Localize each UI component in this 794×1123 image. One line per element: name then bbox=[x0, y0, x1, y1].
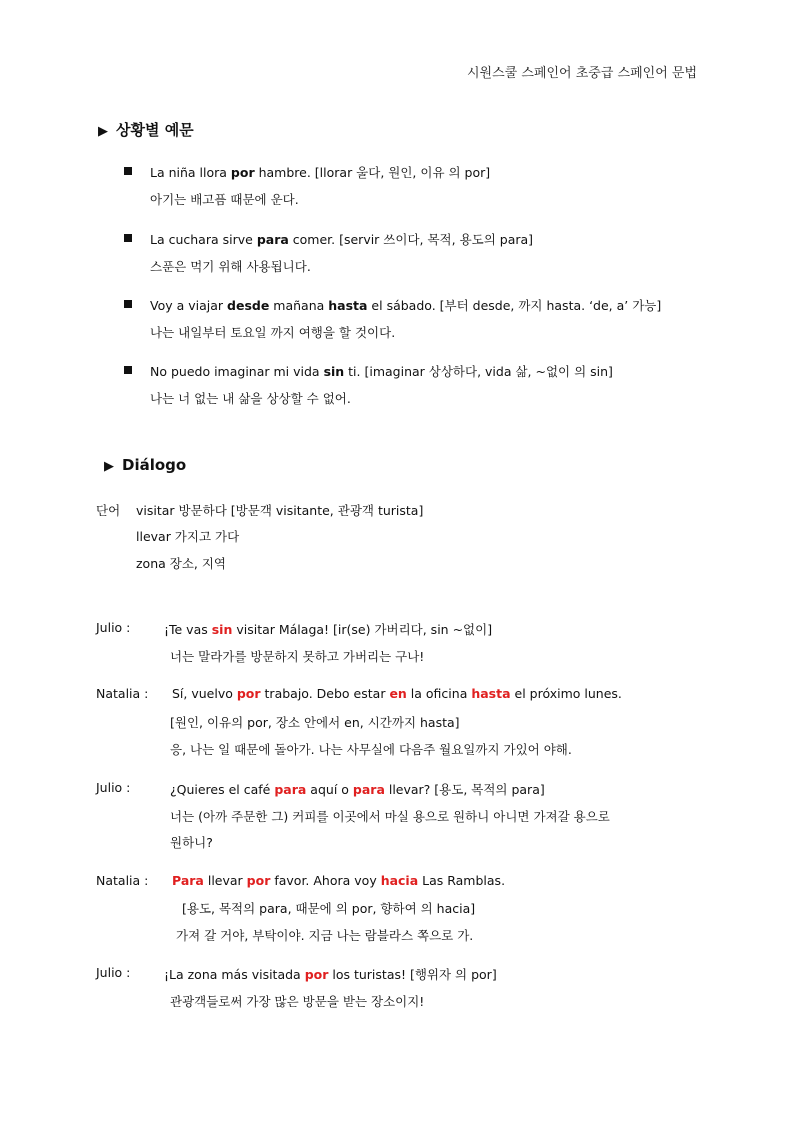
dialogue-text: llevar? [용도, 목적의 para] bbox=[384, 782, 545, 797]
highlight-keyword: en bbox=[389, 686, 407, 701]
dialogue-korean: 응, 나는 일 때문에 돌아가. 나는 사무실에 다음주 월요일까지 가있어 야해. bbox=[170, 742, 572, 757]
speaker-label: Natalia : bbox=[96, 686, 149, 701]
square-bullet-icon bbox=[124, 234, 132, 242]
example-text: La cuchara sirve bbox=[150, 232, 257, 247]
dialogue-note: [용도, 목적의 para, 때문에 의 por, 향하여 의 hacia] bbox=[182, 901, 476, 916]
dialogue-text: la oficina bbox=[406, 686, 472, 701]
section-title-text: Diálogo bbox=[122, 456, 187, 474]
example-spanish bbox=[150, 362, 613, 380]
square-bullet-icon bbox=[124, 300, 132, 308]
highlight-keyword: hacia bbox=[380, 873, 419, 888]
vocab-item: llevar 가지고 가다 bbox=[136, 529, 240, 544]
dialogue-korean: 너는 (아까 주문한 그) 커피를 이곳에서 마실 용으로 원하니 아니면 가져갈 용으로 bbox=[170, 809, 610, 824]
example-text: Voy a viajar bbox=[150, 298, 228, 313]
dialogue-spanish bbox=[164, 965, 497, 983]
highlight-keyword: por bbox=[246, 873, 271, 888]
example-text: el sábado. [부터 desde, 까지 hasta. ‘de, a’ 가능] bbox=[367, 298, 662, 313]
highlight-keyword: hasta bbox=[471, 686, 511, 701]
dialogue-text: ¡Te vas bbox=[164, 622, 212, 637]
highlight-keyword: por bbox=[236, 686, 261, 701]
example-text: ti. [imaginar 상상하다, vida 삶, ~없이 의 sin] bbox=[344, 364, 613, 379]
example-text: No puedo imaginar mi vida bbox=[150, 364, 324, 379]
section-title-text: 상황별 예문 bbox=[116, 121, 194, 139]
example-text: La niña llora bbox=[150, 165, 231, 180]
vocab-item: zona 장소, 지역 bbox=[136, 556, 227, 571]
dialogue-text: aquí o bbox=[306, 782, 353, 797]
highlight-keyword: para bbox=[352, 782, 385, 797]
example-keyword: hasta bbox=[328, 298, 368, 313]
dialogue-korean: 원하니? bbox=[170, 835, 213, 850]
speaker-label: Julio : bbox=[96, 780, 131, 795]
speaker-label: Julio : bbox=[96, 620, 131, 635]
dialogue-text: trabajo. Debo estar bbox=[260, 686, 390, 701]
example-keyword: sin bbox=[323, 364, 345, 379]
example-text: comer. [servir 쓰이다, 목적, 용도의 para] bbox=[288, 232, 534, 247]
dialogue-korean: 너는 말라가를 방문하지 못하고 가버리는 구나! bbox=[170, 649, 425, 664]
page-header: 시원스쿨 스페인어 초중급 스페인어 문법 bbox=[466, 66, 697, 81]
dialogue-spanish bbox=[172, 686, 622, 701]
speaker-label: Julio : bbox=[96, 965, 131, 980]
dialogue-text: Sí, vuelvo bbox=[172, 686, 237, 701]
example-korean: 나는 너 없는 내 삶을 상상할 수 없어. bbox=[150, 391, 351, 406]
example-keyword: para bbox=[256, 232, 289, 247]
example-korean: 스푼은 먹기 위해 사용됩니다. bbox=[150, 259, 311, 274]
play-arrow-icon: ▶ bbox=[104, 459, 114, 474]
highlight-keyword: por bbox=[304, 967, 329, 982]
dialogue-spanish bbox=[172, 873, 505, 888]
example-korean: 나는 내일부터 토요일 까지 여행을 할 것이다. bbox=[150, 325, 396, 340]
dialogue-text: los turistas! [행위자 의 por] bbox=[328, 967, 497, 982]
square-bullet-icon bbox=[124, 366, 132, 374]
dialogue-korean: 관광객들로써 가장 많은 방문을 받는 장소이지! bbox=[170, 994, 425, 1009]
dialogue-spanish bbox=[170, 780, 545, 798]
highlight-keyword: sin bbox=[211, 622, 233, 637]
dialogue-text: ¿Quieres el café bbox=[170, 782, 275, 797]
example-spanish bbox=[150, 163, 490, 181]
example-keyword: por bbox=[230, 165, 255, 180]
speaker-label: Natalia : bbox=[96, 873, 149, 888]
square-bullet-icon bbox=[124, 167, 132, 175]
highlight-keyword: Para bbox=[172, 873, 204, 888]
example-spanish bbox=[150, 230, 533, 248]
dialogue-text: favor. Ahora voy bbox=[270, 873, 381, 888]
example-keyword: desde bbox=[227, 298, 270, 313]
vocab-item: visitar 방문하다 [방문객 visitante, 관광객 turista] bbox=[136, 503, 424, 518]
section-title-examples bbox=[98, 119, 194, 140]
dialogue-text: el próximo lunes. bbox=[510, 686, 622, 701]
section-title-dialogue bbox=[104, 456, 186, 474]
vocab-label: 단어 bbox=[96, 503, 121, 518]
play-arrow-icon: ▶ bbox=[98, 124, 108, 139]
example-text: hambre. [llorar 울다, 원인, 이유 의 por] bbox=[254, 165, 491, 180]
dialogue-korean: 가져 갈 거야, 부탁이야. 지금 나는 람블라스 쪽으로 가. bbox=[176, 928, 474, 943]
dialogue-text: ¡La zona más visitada bbox=[164, 967, 305, 982]
dialogue-spanish bbox=[164, 620, 492, 638]
example-spanish bbox=[150, 296, 661, 314]
dialogue-text: visitar Málaga! [ir(se) 가버리다, sin ~없이] bbox=[232, 622, 493, 637]
dialogue-note: [원인, 이유의 por, 장소 안에서 en, 시간까지 hasta] bbox=[170, 715, 460, 730]
highlight-keyword: para bbox=[274, 782, 307, 797]
dialogue-text: Las Ramblas. bbox=[418, 873, 506, 888]
example-korean: 아기는 배고픔 때문에 운다. bbox=[150, 192, 299, 207]
example-text: mañana bbox=[269, 298, 329, 313]
dialogue-text: llevar bbox=[203, 873, 247, 888]
